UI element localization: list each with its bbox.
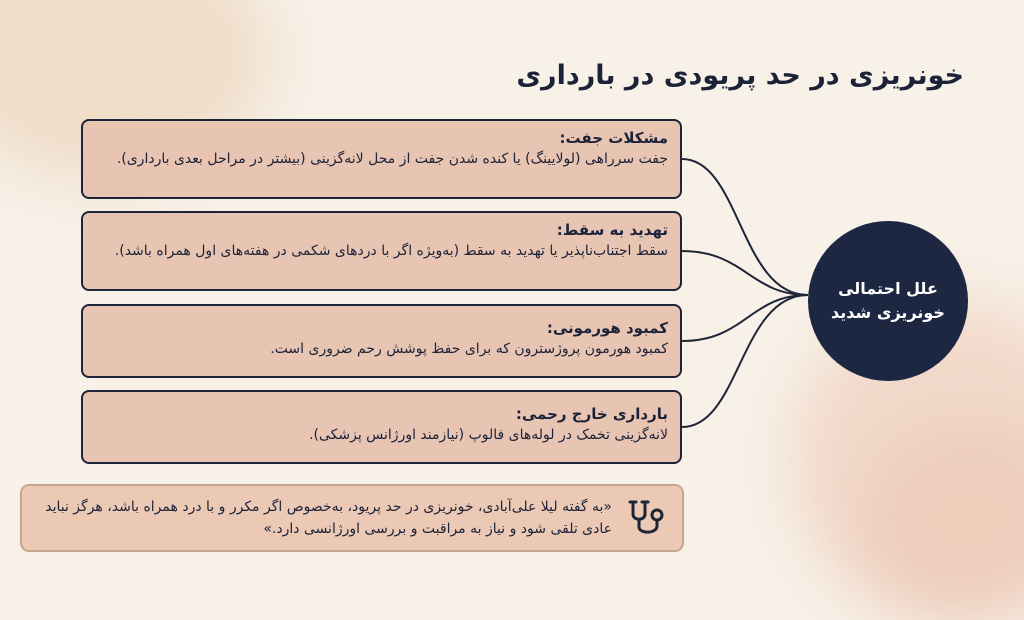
cause-card-hormone-deficiency bbox=[81, 304, 682, 378]
connector-line-2 bbox=[682, 251, 808, 295]
cause-title: کمبود هورمونی: bbox=[546, 319, 668, 337]
page-title: خونریزی در حد پریودی در بارداری bbox=[516, 60, 964, 91]
connector-line-4 bbox=[682, 295, 808, 427]
cause-title: بارداری خارج رحمی: bbox=[515, 405, 668, 423]
cause-text: سقط اجتناب‌ناپذیر یا تهدید به سقط (به‌ویژه اگر با دردهای شکمی در هفته‌های اول همراه باشد). bbox=[114, 243, 668, 259]
central-hub-circle bbox=[808, 221, 968, 381]
cause-title: مشکلات جفت: bbox=[559, 129, 668, 147]
cause-title: تهدید به سقط: bbox=[556, 221, 668, 239]
cause-card-ectopic-pregnancy bbox=[81, 390, 682, 464]
stethoscope-icon bbox=[624, 496, 668, 540]
cause-text: کمبود هورمون پروژسترون که برای حفظ پوشش رحم ضروری است. bbox=[270, 341, 668, 357]
expert-quote-box bbox=[20, 484, 684, 552]
cause-text: لانه‌گزینی تخمک در لوله‌های فالوپ (نیازمند اورژانس پزشکی). bbox=[309, 427, 668, 443]
connector-line-1 bbox=[682, 159, 808, 295]
quote-text: «به گفته لیلا علی‌آبادی، خونریزی در حد پریود، به‌خصوص اگر مکرر و با درد همراه باشد، هرگز نباید عادی تلقی شود و نیاز به مراقبت و بررسی اورژانسی دارد.» bbox=[45, 499, 612, 537]
hub-label: علل احتمالی خونریزی شدید bbox=[831, 279, 945, 322]
connector-line-3 bbox=[682, 295, 808, 341]
cause-card-threatened-miscarriage bbox=[81, 211, 682, 291]
cause-card-placental-problems bbox=[81, 119, 682, 199]
cause-text: جفت سرراهی (لولایینگ) یا کنده شدن جفت از محل لانه‌گزینی (بیشتر در مراحل بعدی بارداری). bbox=[116, 151, 668, 167]
